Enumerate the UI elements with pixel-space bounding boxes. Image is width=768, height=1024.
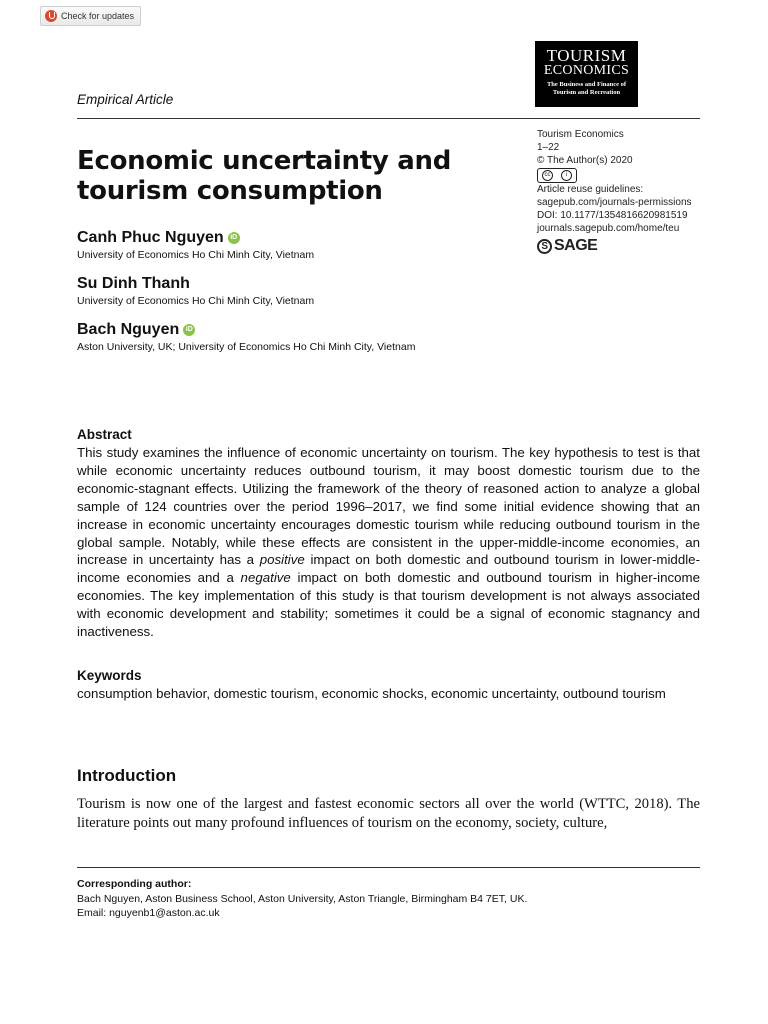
introduction-text: Tourism is now one of the largest and fastest economic sectors all over the world (WTTC, 2018). The literature points out many profound influences of tourism on the economy, society, culture, xyxy=(77,796,700,831)
article-metadata xyxy=(537,129,692,254)
corresponding-address: Bach Nguyen, Aston Business School, Aston University, Aston Triangle, Birmingham B4 7ET, UK. xyxy=(77,892,528,905)
author-name-text: Canh Phuc Nguyen xyxy=(77,229,224,246)
author-affiliation: University of Economics Ho Chi Minh City, Vietnam xyxy=(77,295,315,307)
corresponding-heading: Corresponding author: xyxy=(77,878,192,890)
author-name xyxy=(77,321,195,339)
attribution-icon: i xyxy=(561,170,572,181)
sage-icon: S xyxy=(537,239,552,254)
author-name-text: Su Dinh Thanh xyxy=(77,275,190,292)
introduction-heading: Introduction xyxy=(77,766,177,785)
page-range: 1–22 xyxy=(537,141,560,153)
article-title: Economic uncertainty and tourism consumption xyxy=(77,146,452,206)
corresponding-author xyxy=(77,877,527,921)
abstract-heading: Abstract xyxy=(77,427,132,442)
reuse-guidelines-label: Article reuse guidelines: xyxy=(537,184,644,196)
abstract-text xyxy=(77,444,700,641)
logo-line2: ECONOMICS xyxy=(543,63,630,78)
logo-tagline: The Business and Finance of Tourism and Recreation xyxy=(546,81,627,96)
corresponding-email[interactable]: Email: nguyenb1@aston.ac.uk xyxy=(77,907,220,919)
orcid-icon[interactable]: iD xyxy=(228,232,240,244)
doi[interactable]: DOI: 10.1177/1354816620981519 xyxy=(537,209,688,221)
check-updates-icon xyxy=(45,10,57,22)
permissions-link[interactable]: sagepub.com/journals-permissions xyxy=(537,197,692,209)
journal-logo xyxy=(535,41,638,107)
copyright: © The Author(s) 2020 xyxy=(537,154,633,166)
logo-line1: TOURISM xyxy=(546,46,627,65)
journal-name: Tourism Economics xyxy=(537,129,624,140)
author-name-text: Bach Nguyen xyxy=(77,321,180,338)
keywords-heading: Keywords xyxy=(77,668,142,683)
author-affiliation: University of Economics Ho Chi Minh City, Vietnam xyxy=(77,249,315,261)
cc-license-icon[interactable] xyxy=(537,168,577,183)
abstract-emphasis: negative xyxy=(240,570,291,586)
header-divider xyxy=(77,118,700,119)
author-name xyxy=(77,275,190,293)
journal-home-link[interactable]: journals.sagepub.com/home/teu xyxy=(537,222,680,234)
check-for-updates-button[interactable] xyxy=(40,6,141,26)
footnote-divider xyxy=(77,867,700,868)
keywords-text: consumption behavior, domestic tourism, economic shocks, economic uncertainty, outbound tourism xyxy=(77,686,666,701)
check-for-updates-label: Check for updates xyxy=(61,11,135,21)
author-name xyxy=(77,229,240,247)
abstract-part: This study examines the influence of economic uncertainty on tourism. The key hypothesis to test is that while economic uncertainty reduces outbound tourism, it may boost domestic tourism due to the economic-stagnant effects. Utilizing the framework of the theory of reasoned action to analyze a global sample of 124 countries over the period 1996–2017, we find some initial evidence showing that an increase in economic uncertainty encourages domestic tourism while reducing outbound tourism in the global sample. Notably, while these effects are consistent in the upper-middle-income economies, an increase in uncertainty has a xyxy=(77,445,700,568)
publisher-logo xyxy=(537,236,692,254)
abstract-part: impact on both domestic and outbound tourism in lower-middle-income economies and a xyxy=(77,552,700,586)
abstract-emphasis: positive xyxy=(259,552,305,568)
cc-icon: cc xyxy=(542,170,553,181)
orcid-icon[interactable]: iD xyxy=(183,324,195,336)
author-affiliation: Aston University, UK; University of Economics Ho Chi Minh City, Vietnam xyxy=(77,341,416,353)
publisher-name: SAGE xyxy=(554,236,598,254)
article-type: Empirical Article xyxy=(77,92,174,107)
abstract-part: impact on both domestic and outbound tourism in higher-income economies. The key implementation of this study is that tourism development is not always associated with economic development and stability; sometimes it could be a signal of economic stagnancy and inactiveness. xyxy=(77,570,700,640)
